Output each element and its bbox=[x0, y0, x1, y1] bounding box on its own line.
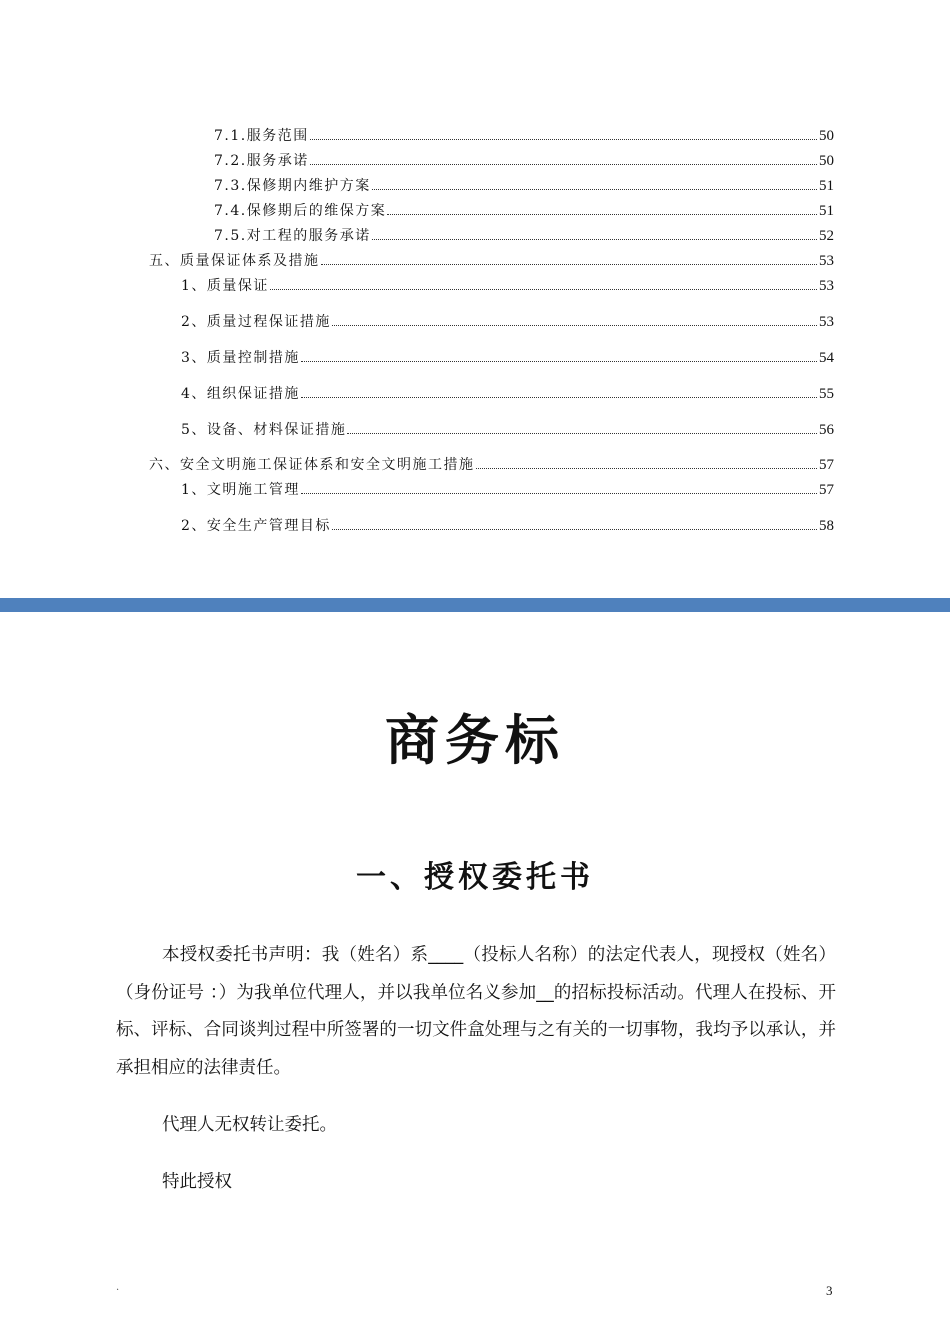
toc-entry-page: 53 bbox=[819, 314, 834, 330]
document-title: 商务标 bbox=[385, 709, 565, 772]
toc-leader bbox=[347, 433, 817, 434]
toc-entry-text: 五、质量保证体系及措施 bbox=[149, 253, 320, 269]
toc-entry-text: 7.2.服务承诺 bbox=[214, 153, 309, 169]
toc-leader bbox=[301, 397, 817, 398]
toc-entry-7-5[interactable] bbox=[214, 227, 834, 245]
toc-entry-text: 1、文明施工管理 bbox=[181, 482, 300, 498]
toc-entry-text: 2、安全生产管理目标 bbox=[181, 518, 331, 534]
toc-leader bbox=[310, 164, 817, 165]
toc-entry-7-3[interactable] bbox=[214, 177, 834, 195]
toc-leader bbox=[321, 264, 818, 265]
toc-leader bbox=[310, 139, 817, 140]
toc-entry-page: 57 bbox=[819, 482, 834, 498]
toc-entry-text: 六、安全文明施工保证体系和安全文明施工措施 bbox=[149, 457, 475, 473]
toc-entry-6-1[interactable] bbox=[181, 481, 834, 499]
toc-entry-text: 7.4.保修期后的维保方案 bbox=[214, 203, 387, 219]
toc-entry-text: 5、设备、材料保证措施 bbox=[181, 422, 347, 438]
toc-leader bbox=[372, 189, 817, 190]
toc-leader bbox=[372, 239, 817, 240]
toc-entry-text: 1、质量保证 bbox=[181, 278, 269, 294]
toc-entry-text: 3、质量控制措施 bbox=[181, 350, 300, 366]
toc-entry-text: 7.3.保修期内维护方案 bbox=[214, 178, 371, 194]
toc-entry-page: 57 bbox=[819, 457, 834, 473]
toc-entry-7-2[interactable] bbox=[214, 152, 834, 170]
toc-entry-5-5[interactable] bbox=[181, 421, 834, 439]
toc-leader bbox=[476, 468, 818, 469]
toc-entry-5-1[interactable] bbox=[181, 277, 834, 295]
page-divider-band bbox=[0, 598, 950, 612]
authorization-paragraph: 本授权委托书声明：我（姓名）系____（投标人名称）的法定代表人，现授权（姓名）（身份证号 ：）为我单位代理人，并以我单位名义参加__的招标投标活动。代理人在投标、开标、评标、合同谈判过程中所签署的一切文件盒处理与之有关的一切事物，我均予以承认，并承担相应的法律责任。 bbox=[116, 945, 836, 1078]
toc-entry-page: 53 bbox=[819, 253, 834, 269]
toc-entry-page: 50 bbox=[819, 153, 834, 169]
toc-leader bbox=[332, 325, 817, 326]
page-number: 3 bbox=[826, 1283, 833, 1298]
toc-entry-text: 7.5.对工程的服务承诺 bbox=[214, 228, 371, 244]
toc-entry-text: 2、质量过程保证措施 bbox=[181, 314, 331, 330]
toc-entry-page: 51 bbox=[819, 203, 834, 219]
toc-leader bbox=[387, 214, 817, 215]
toc-leader bbox=[301, 493, 817, 494]
toc-entry-5-4[interactable] bbox=[181, 385, 834, 403]
toc-entry-page: 55 bbox=[819, 386, 834, 402]
toc-entry-text: 7.1.服务范围 bbox=[214, 128, 309, 144]
toc-entry-page: 51 bbox=[819, 178, 834, 194]
toc-entry-chapter-5[interactable] bbox=[149, 252, 834, 270]
section-title: 一、授权委托书 bbox=[356, 860, 594, 895]
toc-entry-page: 54 bbox=[819, 350, 834, 366]
toc-entry-page: 50 bbox=[819, 128, 834, 144]
toc-entry-7-4[interactable] bbox=[214, 202, 834, 220]
toc-entry-page: 56 bbox=[819, 422, 834, 438]
toc-entry-6-2[interactable] bbox=[181, 517, 834, 535]
toc-leader bbox=[332, 529, 817, 530]
toc-entry-5-3[interactable] bbox=[181, 349, 834, 367]
toc-entry-page: 58 bbox=[819, 518, 834, 534]
no-transfer-paragraph: 代理人无权转让委托。 bbox=[162, 1115, 337, 1135]
toc-entry-page: 53 bbox=[819, 278, 834, 294]
toc-entry-7-1[interactable] bbox=[214, 127, 834, 145]
toc-entry-chapter-6[interactable] bbox=[149, 456, 834, 474]
toc-entry-5-2[interactable] bbox=[181, 313, 834, 331]
toc-leader bbox=[301, 361, 817, 362]
footer-mark: . bbox=[116, 1282, 120, 1293]
toc-entry-page: 52 bbox=[819, 228, 834, 244]
toc-entry-text: 4、组织保证措施 bbox=[181, 386, 300, 402]
closing-paragraph: 特此授权 bbox=[162, 1172, 232, 1192]
toc-leader bbox=[270, 289, 817, 290]
